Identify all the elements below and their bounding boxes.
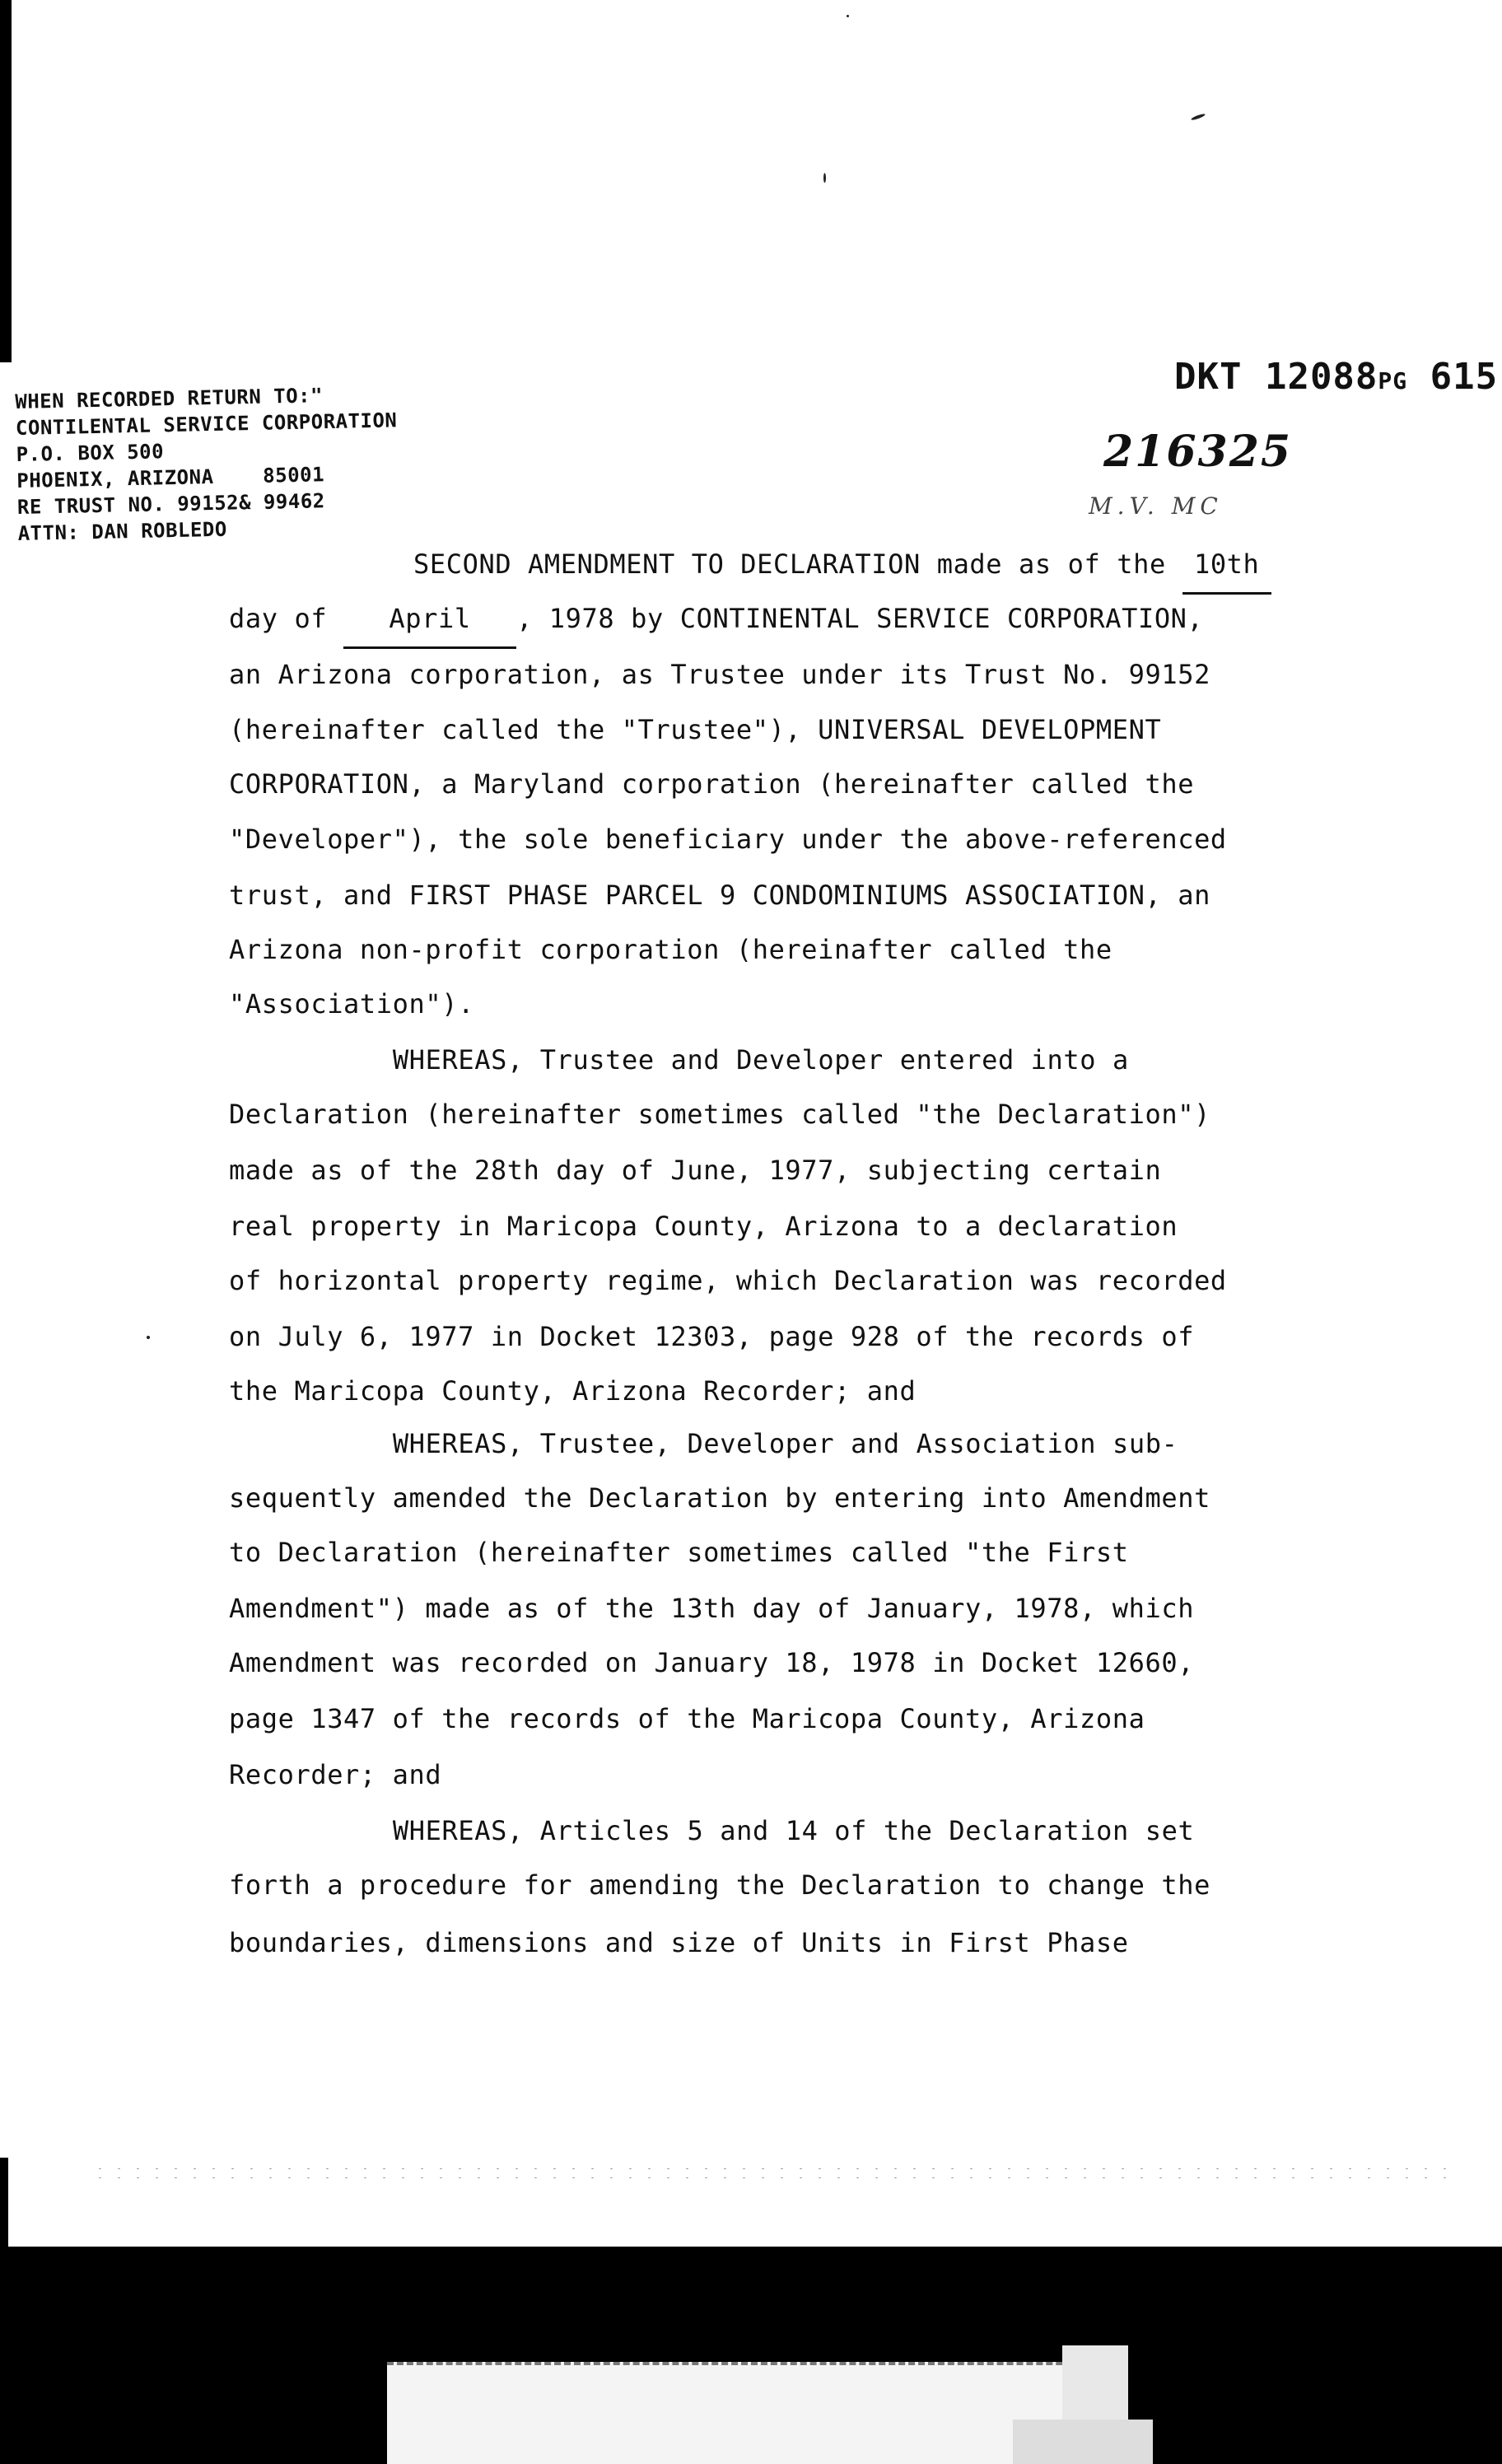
body-line: boundaries, dimensions and size of Units in First Phase (229, 1927, 1129, 1958)
paragraph-start: WHEREAS, Articles 5 and 14 of the Declaration set (262, 1815, 1195, 1846)
body-line: "Association"). (229, 988, 474, 1020)
scan-speck (823, 173, 826, 183)
scan-speck (847, 15, 849, 17)
body-line: Arizona non-profit corporation (hereinafter called the (229, 934, 1113, 965)
return-address-line: ATTN: DAN ROBLEDO (17, 517, 228, 545)
title-text: SECOND AMENDMENT TO DECLARATION made as of the (413, 548, 1182, 580)
scan-edge-bar (0, 2158, 8, 2256)
return-address-line: CONTILENTAL SERVICE CORPORATION (15, 408, 398, 440)
recording-number: 216325 (1103, 427, 1293, 477)
body-line: real property in Maricopa County, Arizona to a declaration (229, 1211, 1178, 1242)
return-address-line: WHEN RECORDED RETURN TO:" (15, 384, 324, 413)
body-line: the Maricopa County, Arizona Recorder; and (229, 1375, 917, 1407)
docket-number: DKT 12088 (1174, 356, 1378, 398)
month-fill-in: April (343, 591, 516, 649)
scan-speck (147, 1336, 150, 1339)
body-line: (hereinafter called the "Trustee"), UNIVERSAL DEVELOPMENT (229, 714, 1162, 745)
body-line: Declaration (hereinafter sometimes called "the Declaration") (229, 1099, 1210, 1130)
date-line-rest: , 1978 by CONTINENTAL SERVICE CORPORATION, (516, 603, 1204, 634)
scan-edge-bar (0, 0, 12, 362)
body-line: to Declaration (hereinafter sometimes called "the First (229, 1537, 1129, 1568)
title-line (413, 537, 1271, 595)
body-line: Amendment") made as of the 13th day of January, 1978, which (229, 1593, 1195, 1624)
scan-speck (1191, 113, 1206, 121)
scan-light-region (1013, 2420, 1153, 2464)
body-line: made as of the 28th day of June, 1977, subjecting certain (229, 1155, 1162, 1186)
page-label: PG (1378, 367, 1408, 394)
date-line (229, 591, 1203, 649)
return-address-line: PHOENIX, ARIZONA 85001 (16, 463, 325, 492)
paragraph-start: WHEREAS, Trustee and Developer entered into a (262, 1044, 1129, 1076)
handwritten-note: M.V. MC (1089, 492, 1223, 520)
body-line: on July 6, 1977 in Docket 12303, page 928 of the records of (229, 1321, 1195, 1352)
return-address-block (15, 378, 545, 547)
day-fill-in: 10th (1182, 537, 1271, 595)
day-of-label: day of (229, 603, 344, 634)
body-line: Amendment was recorded on January 18, 1978 in Docket 12660, (229, 1647, 1195, 1678)
return-address-line: RE TRUST NO. 99152& 99462 (16, 489, 325, 519)
body-line: CORPORATION, a Maryland corporation (hereinafter called the (229, 768, 1195, 800)
body-line: sequently amended the Declaration by entering into Amendment (229, 1482, 1210, 1514)
body-line: forth a procedure for amending the Declaration to change the (229, 1869, 1210, 1901)
paragraph-start: WHEREAS, Trustee, Developer and Association sub- (262, 1428, 1178, 1459)
scan-dark-band (0, 2247, 1502, 2464)
body-line: "Developer"), the sole beneficiary under the above-referenced (229, 824, 1227, 855)
scan-light-region (387, 2362, 1112, 2464)
scan-noise (91, 2164, 1449, 2186)
body-line: of horizontal property regime, which Declaration was recorded (229, 1265, 1227, 1296)
body-line: page 1347 of the records of the Maricopa County, Arizona (229, 1703, 1145, 1734)
return-address-line: P.O. BOX 500 (16, 440, 165, 466)
docket-stamp (1174, 356, 1498, 398)
body-line: an Arizona corporation, as Trustee under its Trust No. 99152 (229, 659, 1210, 690)
body-line: trust, and FIRST PHASE PARCEL 9 CONDOMINIUMS ASSOCIATION, an (229, 880, 1210, 911)
page-number: 615 (1430, 356, 1499, 398)
body-line: Recorder; and (229, 1759, 442, 1790)
